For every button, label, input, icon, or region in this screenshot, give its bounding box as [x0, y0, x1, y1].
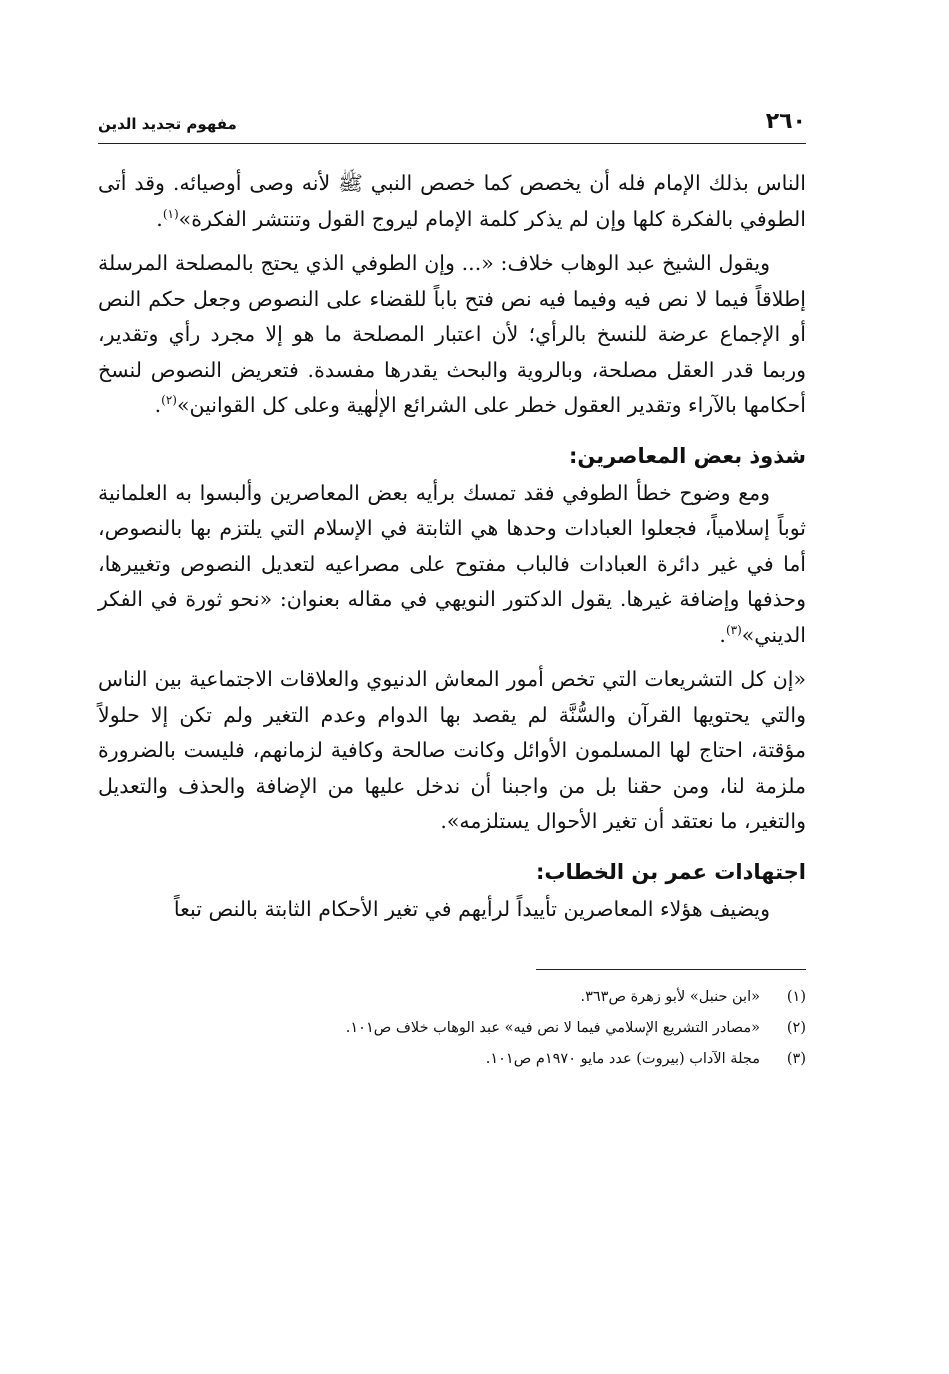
paragraph-2-text: ويقول الشيخ عبد الوهاب خلاف: «... وإن الطوفي الذي يحتج بالمصلحة المرسلة إطلاقاً فيما لا نص فيه وفيما فيه نص فتح باباً للقضاء على النصوص وجعل حكم النص أو الإجماع عرضة للنسخ بالرأي؛ لأن اعتبار المصلحة ما هو إلا مجرد رأي وتقدير، وربما قدر العقل مصلحة، وبالروية والبحث يقدرها مفسدة. فتعريض النصوص لنسخ أحكامها بالآراء وتقدير العقول خطر على الشرائع الإلٰهية وعلى كل القوانين»: [98, 251, 806, 417]
footnote-3-text: مجلة الآداب (بيروت) عدد مايو ١٩٧٠م ص١٠١.: [485, 1051, 760, 1067]
paragraph-3-end: .: [719, 622, 726, 647]
book-page: [98, 105, 806, 1075]
paragraph-3-text: ومع وضوح خطأ الطوفي فقد تمسك برأيه بعض المعاصرين وألبسوا به العلمانية ثوباً إسلامياً، فجعلوا العبادات وحدها هي الثابتة في الإسلام التي يلتزم بها بالنصوص، أما في غير دائرة العبادات فالباب مفتوح على مصراعيه لتعديل النصوص وتغييرها، وحذفها وإضافة غيرها. يقول الدكتور النويهي في مقاله بعنوان: «نحو ثورة في الفكر الديني»: [98, 480, 806, 647]
footnote-ref-1: (١): [162, 206, 179, 221]
paragraph-1-end: .: [156, 206, 163, 231]
footnote-3: [98, 1044, 806, 1075]
paragraph-2-end: .: [154, 393, 162, 417]
body-text: [98, 166, 806, 927]
paragraph-3: [98, 476, 806, 654]
footnote-2: [98, 1013, 806, 1044]
running-title: مفهوم تجديد الدين: [98, 115, 237, 133]
page-number: ٢٦٠: [765, 109, 806, 134]
paragraph-1: [98, 166, 806, 237]
paragraph-1-text: الناس بذلك الإمام فله أن يخصص كما خصص النبي ﷺ لأنه وصى أوصيائه. وقد أتى الطوفي بالفكرة كلها وإن لم يذكر كلمة الإمام ليروج القول وتنتشر الفكرة»: [98, 171, 806, 231]
footnote-1-text: «ابن حنبل» لأبو زهرة ص٣٦٣.: [580, 989, 760, 1005]
footnote-3-number: (٣): [786, 1051, 806, 1067]
section-heading-1: شذوذ بعض المعاصرين:: [568, 443, 806, 468]
footnote-2-number: (٢): [786, 1020, 806, 1036]
paragraph-5: ويضيف هؤلاء المعاصرين تأييداً لرأيهم في تغير الأحكام الثابتة بالنص تبعاً: [173, 896, 770, 921]
footnote-ref-2: (٢): [161, 393, 177, 408]
footnote-1: [98, 982, 806, 1013]
footnote-ref-3: (٣): [725, 622, 742, 637]
footnote-2-text: «مصادر التشريع الإسلامي فيما لا نص فيه» عبد الوهاب خلاف ص١٠١.: [345, 1020, 760, 1036]
footnote-1-number: (١): [786, 989, 806, 1005]
paragraph-2: [98, 246, 806, 424]
footnotes: [98, 982, 806, 1075]
page-header: [98, 105, 806, 144]
footnote-separator: [536, 969, 806, 970]
paragraph-4-quote: «إن كل التشريعات التي تخص أمور المعاش الدنيوي والعلاقات الاجتماعية بين الناس والتي يحتويها القرآن والسُّنَّة لم يقصد بها الدوام وعدم التغير ولم تكن إلا حلولاً مؤقتة، احتاج لها المسلمون الأوائل وكانت صالحة وكافية لزمانهم، فليست بالضرورة ملزمة لنا، ومن حقنا بل من واجبنا أن ندخل عليها من الإضافة والحذف والتعديل والتغير، ما نعتقد أن تغير الأحوال يستلزمه».: [98, 667, 806, 833]
section-heading-2: اجتهادات عمر بن الخطاب:: [536, 859, 806, 884]
